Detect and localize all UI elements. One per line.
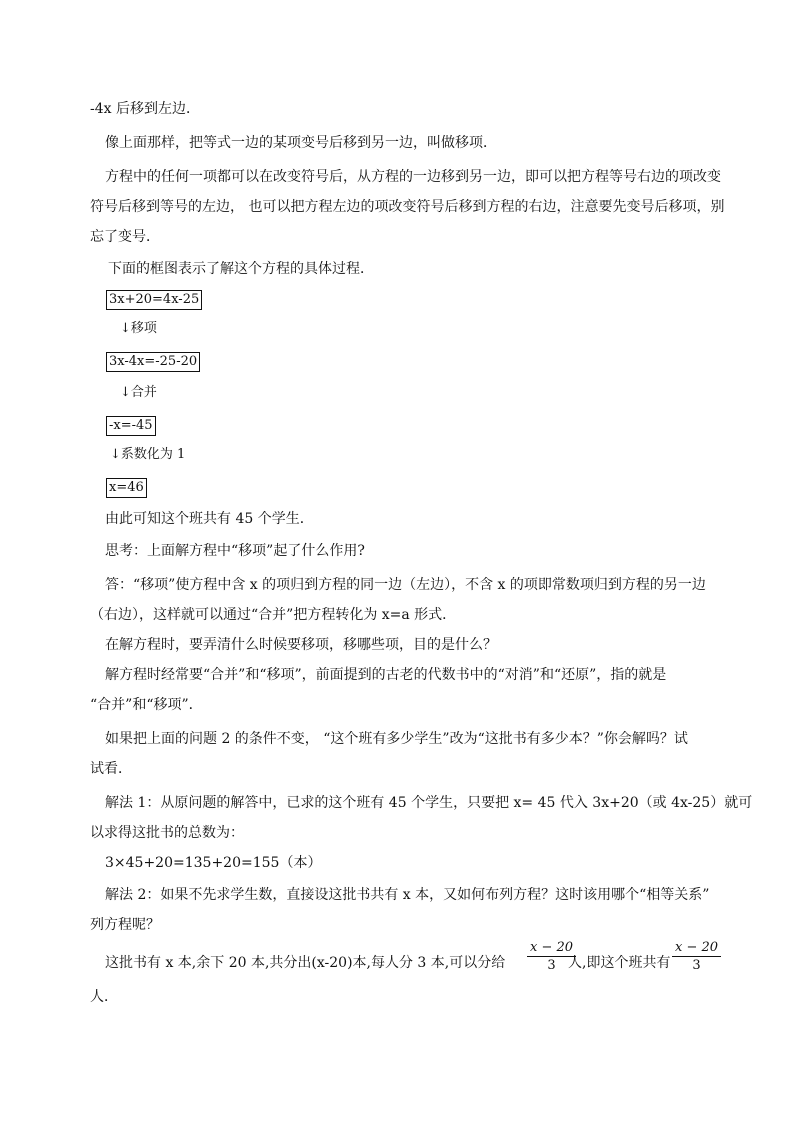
last-line-part-b: 人,即这个班共有 <box>568 955 671 971</box>
flowchart-arrow-1: ↓移项 <box>120 321 157 336</box>
paragraph-3-line-2: 试看． <box>90 761 132 777</box>
flowchart-step-1: 3x+20=4x-25 <box>106 290 202 310</box>
flowchart-step-4: x=46 <box>106 478 147 498</box>
think-question: 思考：上面解方程中“移项”起了什么作用? <box>105 543 365 559</box>
intro-line-1: -4x 后移到左边． <box>90 101 200 117</box>
paragraph-1-line-1: 方程中的任何一项都可以在改变符号后，从方程的一边移到另一边，即可以把方程等号右边的项改变 <box>105 169 721 185</box>
intro-line-2: 像上面那样，把等式一边的某项变号后移到另一边，叫做移项． <box>105 135 497 151</box>
fraction-2-numerator: x − 20 <box>675 940 719 955</box>
fraction-1-numerator: x − 20 <box>530 940 574 955</box>
flowchart-step-3: -x=-45 <box>106 416 156 436</box>
paragraph-2-line-1: 解方程时经常要“合并”和“移项”，前面提到的古老的代数书中的“对消”和“还原”，指的就是 <box>105 667 667 683</box>
fraction-1-denominator: 3 <box>547 958 556 973</box>
method-2-line-1: 解法 2：如果不先求学生数，直接设这批书共有 x 本，又如何布列方程？这时该用哪个“相等关系” <box>105 887 710 903</box>
paragraph-1-line-3: 忘了变号． <box>90 229 160 245</box>
method-1-calculation: 3×45+20=135+20=155（本） <box>105 855 322 871</box>
flowchart-arrow-3: ↓系数化为 1 <box>110 447 186 462</box>
flowchart-step-2: 3x-4x=-25-20 <box>106 352 200 372</box>
flowchart-intro: 下面的框图表示了解这个方程的具体过程． <box>108 261 374 277</box>
flowchart-arrow-2: ↓合并 <box>120 385 157 400</box>
method-1-line-2: 以求得这批书的总数为： <box>90 825 244 841</box>
last-line-end: 人． <box>90 989 118 1005</box>
fraction-2-denominator: 3 <box>692 958 701 973</box>
answer-line-1: 答：“移项”使方程中含 x 的项归到方程的同一边（左边），不含 x 的项即常数项归到方程的另一边 <box>105 577 706 593</box>
paragraph-3-line-1: 如果把上面的问题 2 的条件不变， “这个班有多少学生”改为“这批书有多少本？”你会解吗？试 <box>105 731 688 747</box>
conclusion-line: 由此可知这个班共有 45 个学生． <box>105 511 314 527</box>
answer-line-2: （右边），这样就可以通过“合并”把方程转化为 x=a 形式． <box>90 607 457 623</box>
question-2: 在解方程时，要弄清什么时候要移项，移哪些项，目的是什么？ <box>105 637 497 653</box>
last-line-part-a: 这批书有 x 本,余下 20 本,共分出(x-20)本,每人分 3 本,可以分给 <box>105 955 506 971</box>
fraction-2 <box>672 941 721 972</box>
method-2-line-2: 列方程呢？ <box>90 917 160 933</box>
paragraph-2-line-2: “合并”和“移项”． <box>90 697 203 713</box>
method-1-line-1: 解法 1：从原问题的解答中，已求的这个班有 45 个学生，只要把 x= 45 代入 3x+20（或 4x-25）就可 <box>105 795 753 811</box>
paragraph-1-line-2: 符号后移到等号的左边， 也可以把方程左边的项改变符号后移到方程的右边，注意要先变号后移项，别 <box>90 199 725 215</box>
